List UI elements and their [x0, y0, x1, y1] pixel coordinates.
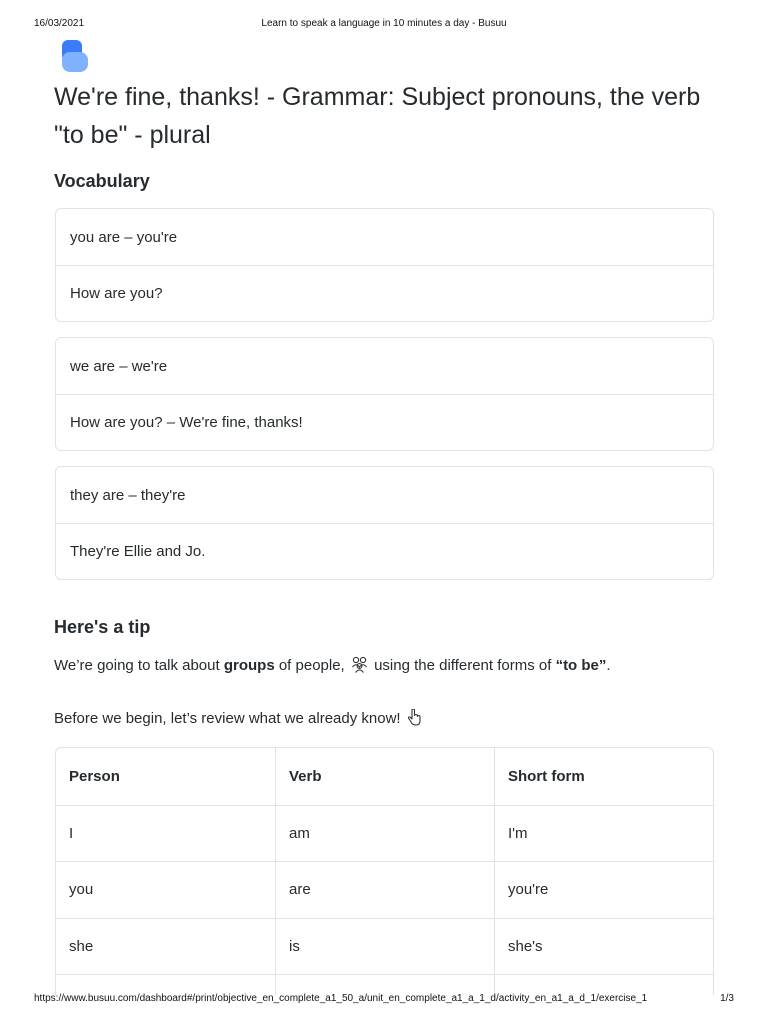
table-row [56, 918, 713, 975]
table-cell: she's [494, 919, 713, 975]
tip-heading: Here's a tip [54, 617, 151, 637]
column-header-person: Person [69, 767, 120, 785]
tip-paragraph [54, 709, 424, 730]
print-page-title: Learn to speak a language in 10 minutes a day - Busuu [261, 18, 507, 29]
vocab-card [55, 337, 714, 451]
table-cell: am [275, 806, 494, 862]
vocab-card [55, 208, 714, 322]
tip-bold-to-be: “to be” [555, 657, 607, 674]
tip-text: of people, [274, 657, 349, 674]
print-header [0, 18, 768, 32]
table-cell: is [275, 919, 494, 975]
table-cell: I [69, 824, 74, 842]
tip-paragraph [54, 656, 611, 677]
tip-text: using the different forms of [369, 657, 556, 674]
table-cell [275, 975, 494, 995]
tip-bold-groups: groups [223, 657, 275, 674]
table-cell: I'm [494, 806, 713, 862]
pointing-down-hand-icon [407, 709, 422, 730]
vocabulary-heading: Vocabulary [54, 171, 150, 191]
tip-text: Before we begin, let’s review what we already know! [54, 710, 405, 727]
table-header-row [56, 748, 713, 805]
vocab-term: you are – you're [70, 228, 178, 246]
table-row [56, 805, 713, 862]
vocab-example: How are you? – We're fine, thanks! [56, 394, 713, 450]
table-row [56, 861, 713, 918]
print-footer [0, 993, 768, 1007]
vocab-card [55, 466, 714, 580]
busuu-logo-icon [60, 40, 90, 74]
table-row [56, 974, 713, 995]
table-cell [56, 975, 275, 995]
print-date: 16/03/2021 [34, 18, 85, 29]
print-page-number: 1/3 [720, 993, 734, 1004]
tip-text: . [606, 657, 611, 674]
table-cell: you [69, 881, 94, 899]
vocab-term: they are – they're [70, 486, 186, 504]
vocab-example: They're Ellie and Jo. [56, 523, 713, 579]
people-group-icon [351, 656, 368, 677]
table-cell: she [69, 937, 94, 955]
column-header-short-form: Short form [494, 748, 713, 805]
page-title: We're fine, thanks! - Grammar: Subject pronouns, the verb "to be" - plural [54, 83, 701, 149]
table-cell: you're [494, 862, 713, 918]
vocab-example: How are you? [56, 265, 713, 321]
tip-text: We’re going to talk about [54, 657, 224, 674]
column-header-verb: Verb [275, 748, 494, 805]
vocab-term: we are – we're [70, 357, 168, 375]
table-cell: are [275, 862, 494, 918]
table-cell [494, 975, 713, 995]
grammar-table [55, 747, 714, 995]
print-url: https://www.busuu.com/dashboard#/print/objective_en_complete_a1_50_a/unit_en_complete_a1_a_1_d/activity_en_a1_a_d_1/exercise_1 [34, 993, 648, 1004]
